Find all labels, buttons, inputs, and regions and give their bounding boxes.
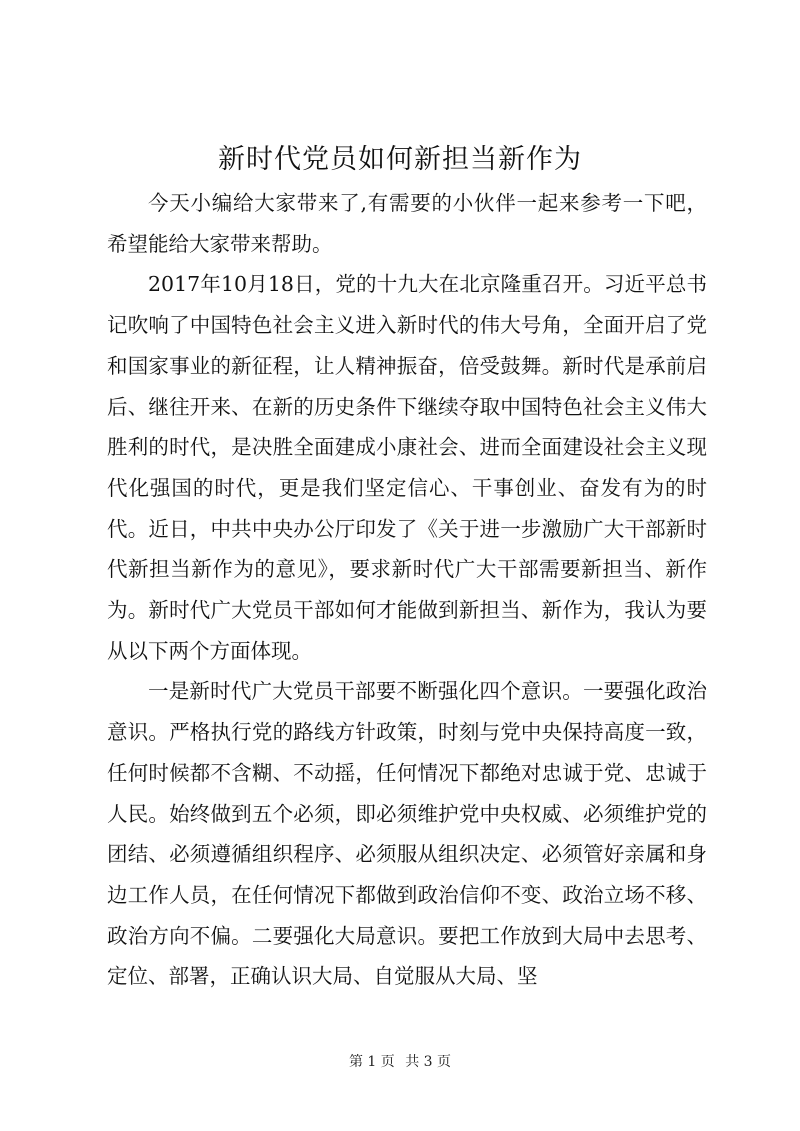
document-body [107,183,707,997]
page-total: 共 3 页 [405,1054,452,1070]
document-title: 新时代党员如何新担当新作为 [218,144,582,175]
paragraph-background: 2017年10月18日，党的十九大在北京隆重召开。习近平总书记吹响了中国特色社会主义进入新时代的伟大号角，全面开启了党和国家事业的新征程，让人精神振奋，倍受鼓舞。新时代是承前启后、继往开来、在新的历史条件下继续夺取中国特色社会主义伟大胜利的时代，是决胜全面建成小康社会、进而全面建设社会主义现代化强国的时代，更是我们坚定信心、干事创业、奋发有为的时代。近日，中共中央办公厅印发了《关于进一步激励广大干部新时代新担当新作为的意见》，要求新时代广大干部需要新担当、新作为。新时代广大党员干部如何才能做到新担当、新作为，我认为要从以下两个方面体现。 [107,272,707,663]
paragraph-intro: 今天小编给大家带来了,有需要的小伙伴一起来参考一下吧，希望能给大家带来帮助。 [107,191,707,256]
page-footer [0,1052,800,1072]
page-number: 第 1 页 [348,1054,395,1070]
paragraph-four-consciousness: 一是新时代广大党员干部要不断强化四个意识。一要强化政治意识。严格执行党的路线方针政策，时刻与党中央保持高度一致，任何时候都不含糊、不动摇，任何情况下都绝对忠诚于党、忠诚于人民。始终做到五个必须，即必须维护党中央权威、必须维护党的团结、必须遵循组织程序、必须服从组织决定、必须管好亲属和身边工作人员，在任何情况下都做到政治信仰不变、政治立场不移、政治方向不偏。二要强化大局意识。要把工作放到大局中去思考、定位、部署，正确认识大局、自觉服从大局、坚 [107,679,707,989]
